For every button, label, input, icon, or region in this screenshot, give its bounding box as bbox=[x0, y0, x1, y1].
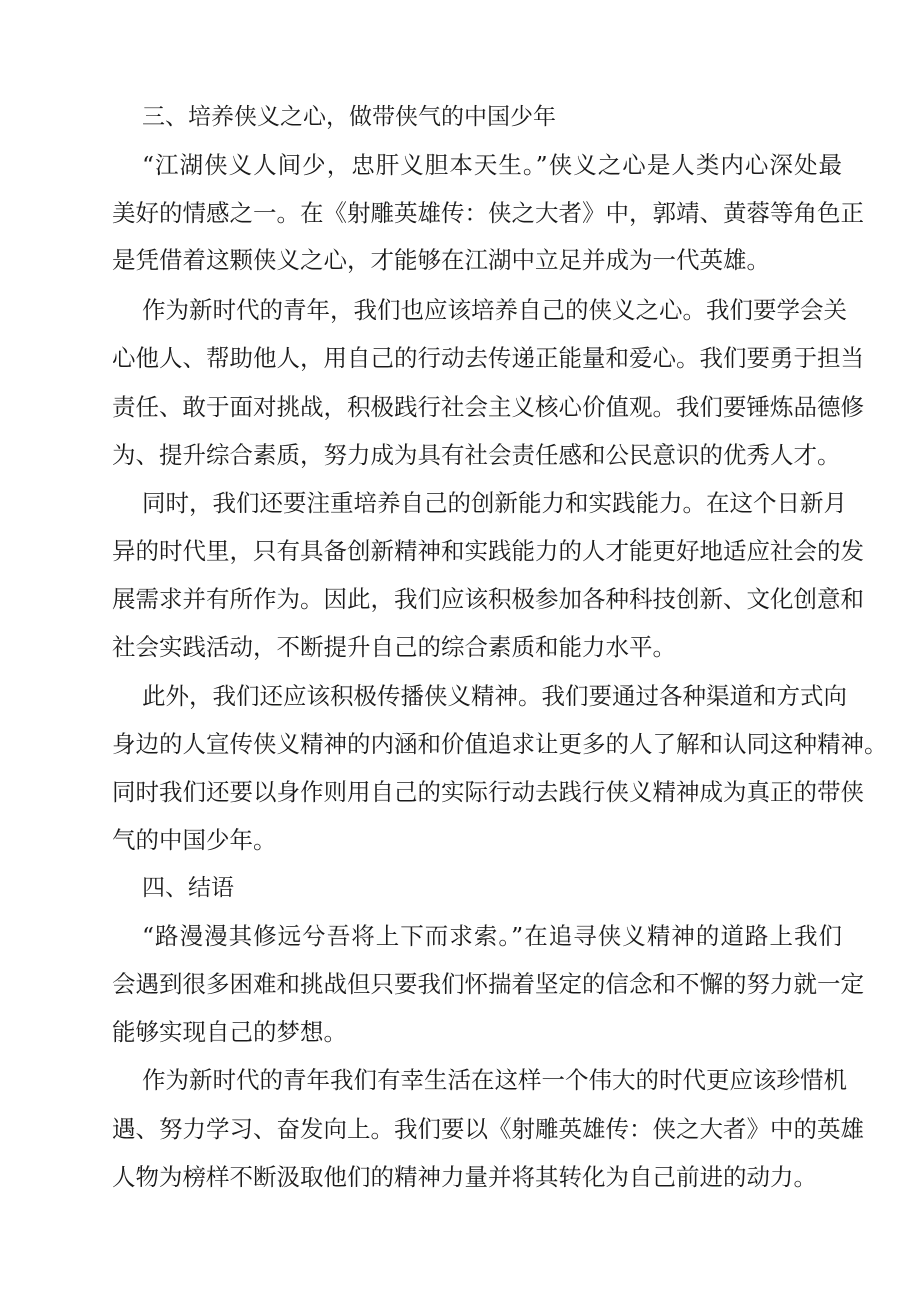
paragraph-line: 气的中国少年。 bbox=[112, 826, 277, 854]
paragraph-line: 能够实现自己的梦想。 bbox=[112, 1018, 347, 1046]
paragraph-line: 会遇到很多困难和挑战但只要我们怀揣着坚定的信念和不懈的努力就一定 bbox=[112, 970, 864, 998]
paragraph-line: “江湖侠义人间少，忠肝义胆本天生。”侠义之心是人类内心深处最 bbox=[142, 151, 842, 179]
paragraph-line: 异的时代里，只有具备创新精神和实践能力的人才能更好地适应社会的发 bbox=[112, 537, 864, 565]
section-heading: 四、结语 bbox=[142, 875, 234, 901]
paragraph-line: 美好的情感之一。在《射雕英雄传：侠之大者》中，郭靖、黄蓉等角色正 bbox=[112, 199, 864, 227]
paragraph-line: 社会实践活动，不断提升自己的综合素质和能力水平。 bbox=[112, 633, 676, 661]
paragraph-line: 责任、敢于面对挑战，积极践行社会主义核心价值观。我们要锤炼品德修 bbox=[112, 393, 864, 421]
paragraph-line: 同时我们还要以身作则用自己的实际行动去践行侠义精神成为真正的带侠 bbox=[112, 778, 864, 806]
paragraph-line: 同时，我们还要注重培养自己的创新能力和实践能力。在这个日新月 bbox=[142, 489, 847, 517]
paragraph-line: 是凭借着这颗侠义之心，才能够在江湖中立足并成为一代英雄。 bbox=[112, 246, 770, 274]
paragraph-line: 此外，我们还应该积极传播侠义精神。我们要通过各种渠道和方式向 bbox=[142, 682, 847, 710]
paragraph-line: 为、提升综合素质，努力成为具有社会责任感和公民意识的优秀人才。 bbox=[112, 441, 841, 469]
paragraph-line: 身边的人宣传侠义精神的内涵和价值追求让更多的人了解和认同这种精神。 bbox=[112, 730, 888, 758]
paragraph-line: “路漫漫其修远兮吾将上下而求索。”在追寻侠义精神的道路上我们 bbox=[142, 922, 842, 950]
paragraph-line: 遇、努力学习、奋发向上。我们要以《射雕英雄传：侠之大者》中的英雄 bbox=[112, 1115, 864, 1143]
paragraph-line: 人物为榜样不断汲取他们的精神力量并将其转化为自己前进的动力。 bbox=[112, 1163, 817, 1191]
paragraph-line: 作为新时代的青年，我们也应该培养自己的侠义之心。我们要学会关 bbox=[142, 296, 847, 324]
paragraph-line: 作为新时代的青年我们有幸生活在这样一个伟大的时代更应该珍惜机 bbox=[142, 1066, 847, 1094]
paragraph-line: 心他人、帮助他人，用自己的行动去传递正能量和爱心。我们要勇于担当 bbox=[112, 344, 864, 372]
section-heading: 三、培养侠义之心，做带侠气的中国少年 bbox=[142, 104, 556, 130]
paragraph-line: 展需求并有所作为。因此，我们应该积极参加各种科技创新、文化创意和 bbox=[112, 585, 864, 613]
